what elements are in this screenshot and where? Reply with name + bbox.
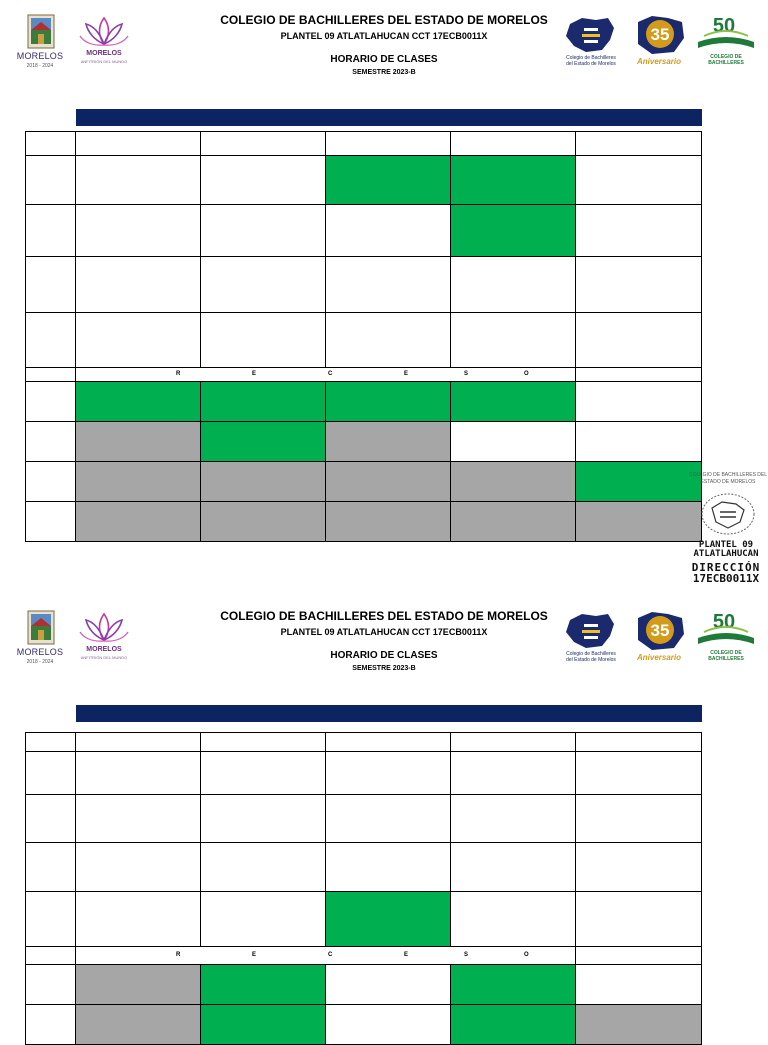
state-coat-of-arms-icon [26,14,56,50]
class-cell [75,204,201,257]
class-cell [575,751,702,795]
recess-letter: R [176,371,181,377]
fifty-logo-caption: COLEGIO DE BACHILLERES [708,54,744,66]
recess-letter: S [464,952,469,958]
schedule-row [26,156,702,205]
class-cell [325,131,451,156]
class-cell [200,964,326,1005]
class-cell [450,312,576,368]
class-cell [75,312,201,368]
recess-last-cell [575,367,702,382]
class-cell [75,155,201,205]
institution-name: COLEGIO DE BACHILLERES DEL ESTADO DE MORELOS [220,609,548,623]
lotus-logo-tagline: ANFITRIÓN DEL MUNDO [80,655,128,660]
anniversary-35-logo [628,12,690,72]
time-cell [25,421,76,462]
recess-row-label-cell [25,946,76,965]
lotus-icon [78,608,130,646]
schedule-row [26,422,702,462]
class-cell [450,421,576,462]
class-cell [200,155,326,205]
class-cell [325,256,451,313]
schedule-row [26,313,702,368]
schedule-row [26,752,702,795]
time-cell [25,381,76,422]
campus-line: PLANTEL 09 ATLATLAHUCAN CCT 17ECB0011X [280,31,488,41]
schedule-row [26,382,702,422]
class-cell [450,204,576,257]
time-cell [25,312,76,368]
recess-row-label-cell [25,367,76,382]
group-title-bar [76,109,702,126]
class-cell [325,421,451,462]
morelos-lotus-logo [78,12,130,68]
class-cell [325,461,451,502]
morelos-state-logo [10,14,70,70]
group-title-bar [76,705,702,722]
schedule-table [26,132,702,542]
class-cell [200,751,326,795]
class-cell [575,461,702,502]
fifty-years-logo [690,12,762,72]
recess-letter: O [524,371,529,377]
class-cell [325,964,451,1005]
recess-span-cell [75,367,576,382]
fifty-years-logo [690,608,762,668]
class-cell [75,131,201,156]
class-cell [450,794,576,843]
class-cell [325,155,451,205]
time-cell [25,204,76,257]
class-cell [450,964,576,1005]
fifty-logo-caption: COLEGIO DE BACHILLERES [708,650,744,662]
lotus-logo-tagline: ANFITRIÓN DEL MUNDO [80,59,128,64]
class-cell [575,204,702,257]
class-cell [200,312,326,368]
campus-line: PLANTEL 09 ATLATLAHUCAN CCT 17ECB0011X [280,627,488,637]
anniversary-emblem-icon [628,608,690,652]
lotus-logo-name: MORELOS [86,50,122,57]
class-cell [200,891,326,947]
state-coat-of-arms-icon [26,610,56,646]
class-cell [75,964,201,1005]
schedule-row [26,965,702,1005]
recess-letter: S [464,371,469,377]
class-cell [200,131,326,156]
class-cell [75,256,201,313]
class-cell [450,256,576,313]
state-logo-years: 2018 - 2024 [26,63,54,69]
class-cell [575,732,702,752]
class-cell [75,381,201,422]
lotus-logo-name: MORELOS [86,646,122,653]
fifty-book-icon [690,608,762,650]
recess-letter: O [524,952,529,958]
class-cell [450,131,576,156]
class-cell [325,381,451,422]
time-cell [25,461,76,502]
class-cell [325,501,451,542]
class-cell [200,501,326,542]
anniversary-emblem-icon [628,12,690,56]
semester-label: SEMESTRE 2023-B [352,69,416,76]
state-logo-name: MORELOS [16,51,64,61]
class-cell [575,842,702,892]
schedule-row [26,132,702,156]
class-cell [75,794,201,843]
recess-letter: E [252,952,257,958]
morelos-map-icon [556,14,626,54]
svg-text:35: 35 [650,25,670,44]
recess-letter: E [404,371,409,377]
class-cell [450,751,576,795]
class-cell [575,421,702,462]
recess-last-cell [575,946,702,965]
time-cell [25,794,76,843]
time-cell [25,155,76,205]
class-cell [325,891,451,947]
class-cell [325,204,451,257]
time-cell [25,891,76,947]
class-cell [325,842,451,892]
class-cell [75,421,201,462]
class-cell [575,794,702,843]
time-cell [25,751,76,795]
lotus-icon [78,12,130,50]
cobaem-logo [556,14,626,70]
recess-row [26,368,702,382]
class-cell [450,501,576,542]
schedule-table [26,733,702,1045]
direction-stamp [684,472,768,584]
class-cell [575,131,702,156]
class-cell [200,421,326,462]
class-cell [200,842,326,892]
recess-span-cell [75,946,576,965]
class-cell [200,256,326,313]
anniversary-caption: Aniversario [636,653,682,662]
morelos-state-logo [10,610,70,666]
svg-text:50: 50 [712,611,736,633]
class-cell [575,1004,702,1045]
stamp-line-town: ATLATLAHUCAN [693,549,759,559]
class-cell [75,842,201,892]
recess-letter: E [404,952,409,958]
class-cell [325,794,451,843]
document-title: HORARIO DE CLASES [330,650,438,661]
schedule-row [26,462,702,502]
class-cell [75,1004,201,1045]
recess-row [26,947,702,965]
schedule-row [26,205,702,257]
schedule-row [26,257,702,313]
time-cell [25,256,76,313]
cobaem-logo-caption: Colegio de Bachilleres del Estado de Morelos [566,55,616,67]
state-logo-name: MORELOS [16,647,64,657]
schedule-row [26,843,702,892]
time-cell [25,732,76,752]
class-cell [450,381,576,422]
class-cell [575,381,702,422]
class-cell [575,155,702,205]
class-cell [575,501,702,542]
class-cell [75,501,201,542]
recess-letter: C [328,371,333,377]
state-logo-years: 2018 - 2024 [26,659,54,665]
cobaem-logo-caption: Colegio de Bachilleres del Estado de Morelos [566,651,616,663]
anniversary-caption: Aniversario [636,57,682,66]
class-cell [575,312,702,368]
schedule-row [26,1005,702,1045]
recess-letter: R [176,952,181,958]
svg-text:50: 50 [712,15,736,37]
fifty-book-icon [690,12,762,54]
class-cell [575,256,702,313]
class-cell [450,1004,576,1045]
class-cell [200,732,326,752]
schedule-row [26,892,702,947]
class-cell [75,461,201,502]
class-cell [450,891,576,947]
stamp-emblem-icon [698,490,758,538]
document-title: HORARIO DE CLASES [330,54,438,65]
class-cell [575,891,702,947]
time-cell [25,1004,76,1045]
class-cell [325,732,451,752]
stamp-line-cct: 17ECB0011X [692,572,760,585]
class-cell [450,155,576,205]
class-cell [450,842,576,892]
cobaem-logo [556,610,626,666]
class-cell [200,1004,326,1045]
stamp-line-office: DIRECCIÓN [691,561,761,574]
class-cell [200,794,326,843]
class-cell [325,1004,451,1045]
class-cell [75,732,201,752]
morelos-map-icon [556,610,626,650]
recess-letter: C [328,952,333,958]
class-cell [575,964,702,1005]
class-cell [325,312,451,368]
schedule-sheet-2 [0,596,768,1024]
stamp-ring-text: COLEGIO DE BACHILLERES DEL ESTADO DE MORELOS [688,472,768,485]
class-cell [75,751,201,795]
stamp-line-campus: PLANTEL 09 [698,540,754,550]
class-cell [325,751,451,795]
schedule-row [26,502,702,542]
svg-text:35: 35 [650,621,670,640]
class-cell [200,461,326,502]
institution-name: COLEGIO DE BACHILLERES DEL ESTADO DE MORELOS [220,13,548,27]
anniversary-35-logo [628,608,690,668]
semester-label: SEMESTRE 2023-B [352,665,416,672]
class-cell [200,204,326,257]
time-cell [25,964,76,1005]
class-cell [450,732,576,752]
morelos-lotus-logo [78,608,130,664]
time-cell [25,842,76,892]
schedule-row [26,795,702,843]
time-cell [25,501,76,542]
class-cell [450,461,576,502]
class-cell [200,381,326,422]
recess-letter: E [252,371,257,377]
schedule-row [26,733,702,752]
class-cell [75,891,201,947]
time-cell [25,131,76,156]
